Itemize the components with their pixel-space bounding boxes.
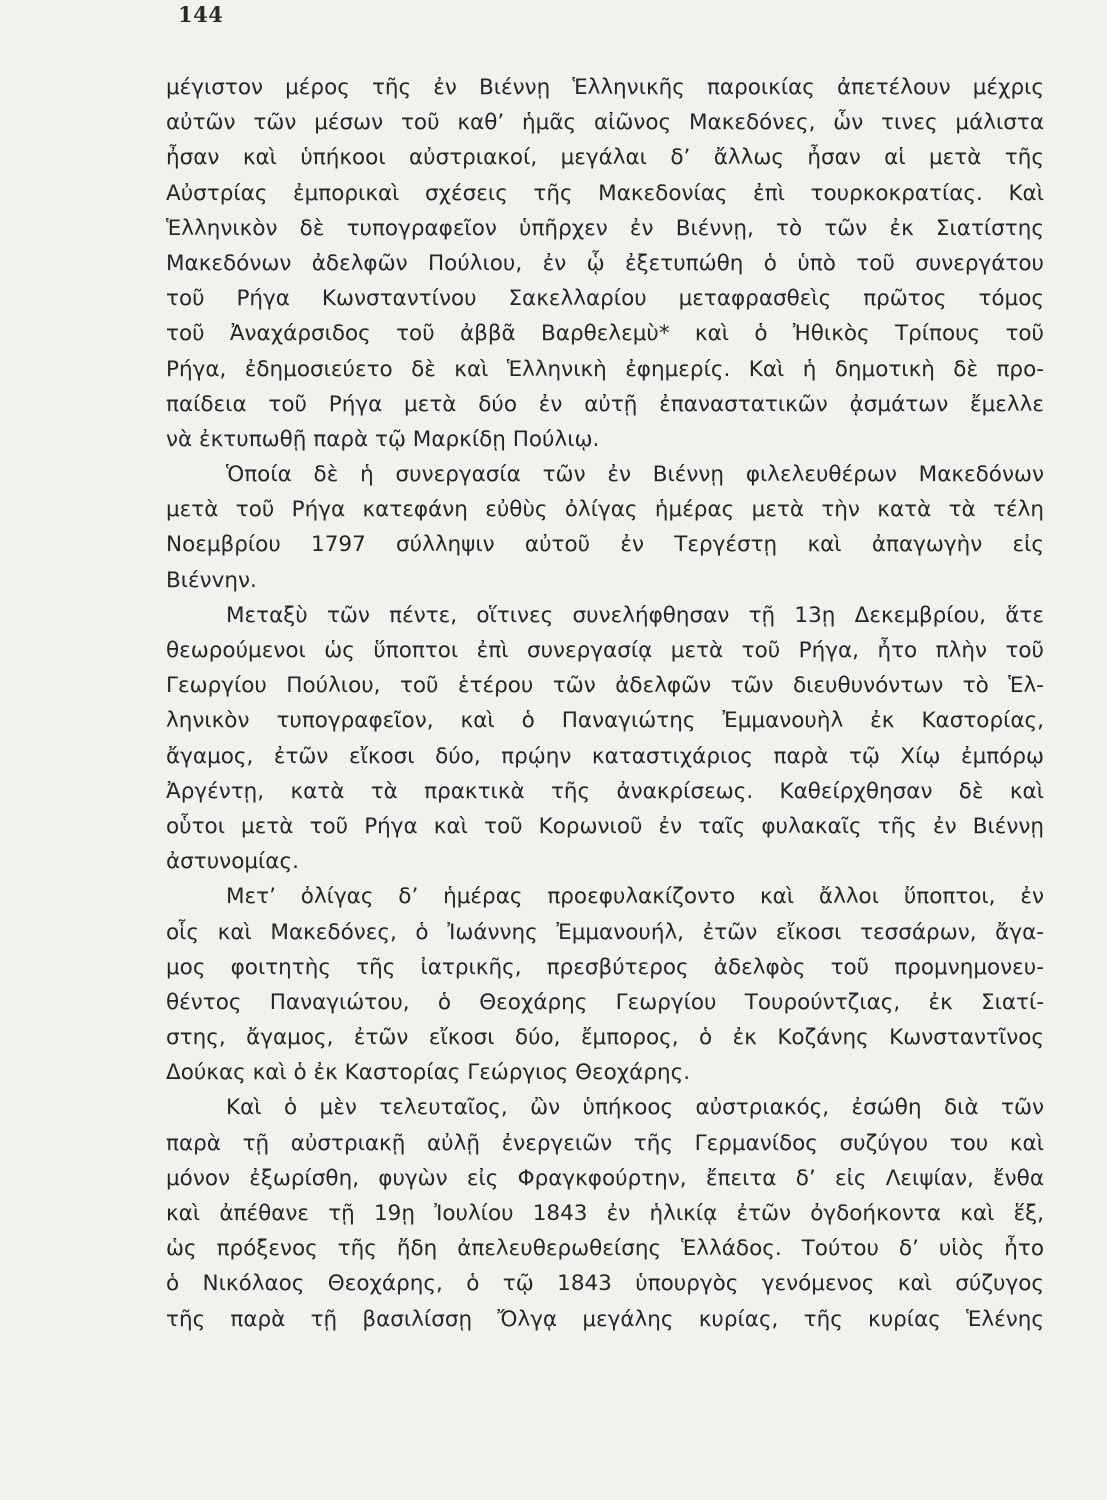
- text-line: μος φοιτητὴς τῆς ἰατρικῆς, πρεσβύτερος ἀδελφὸς τοῦ προμνημονευ-: [166, 954, 1044, 980]
- text-line: ἦσαν καὶ ὑπήκοοι αὐστριακοί, μεγάλαι δ’ ἄλλως ἦσαν αἱ μετὰ τῆς: [166, 145, 1044, 171]
- paragraph-5: [166, 1090, 1044, 1336]
- body-text: [166, 70, 1044, 1337]
- text-line: οἷς καὶ Μακεδόνες, ὁ Ἰωάννης Ἐμμανουήλ, ἐτῶν εἴκοσι τεσσάρων, ἄγα-: [166, 919, 1044, 945]
- page-number: 144: [178, 2, 224, 27]
- text-line: Ἀργέντῃ, κατὰ τὰ πρακτικὰ τῆς ἀνακρίσεως. Καθείρχθησαν δὲ καὶ: [166, 778, 1044, 804]
- text-line: οὗτοι μετὰ τοῦ Ρήγα καὶ τοῦ Κορωνιοῦ ἐν ταῖς φυλακαῖς τῆς ἐν Βιέννῃ: [166, 813, 1044, 839]
- text-line: παίδεια τοῦ Ρήγα μετὰ δύο ἐν αὐτῇ ἐπαναστατικῶν ᾀσμάτων ἔμελλε: [166, 391, 1044, 417]
- paragraph-1: [166, 70, 1044, 457]
- text-line: Καὶ ὁ μὲν τελευταῖος, ὢν ὑπήκοος αὐστριακός, ἐσώθη διὰ τῶν: [226, 1095, 1044, 1121]
- text-line: ἀστυνομίας.: [166, 849, 299, 875]
- text-line: μόνον ἐξωρίσθη, φυγὼν εἰς Φραγκφούρτην, ἔπειτα δ’ εἰς Λειψίαν, ἔνθα: [166, 1165, 1044, 1191]
- text-line: ληνικὸν τυπογραφεῖον, καὶ ὁ Παναγιώτης Ἐμμανουὴλ ἐκ Καστορίας,: [166, 708, 1044, 734]
- text-line: αὐτῶν τῶν μέσων τοῦ καθ’ ἡμᾶς αἰῶνος Μακεδόνες, ὧν τινες μάλιστα: [166, 110, 1044, 136]
- text-line: μέγιστον μέρος τῆς ἐν Βιέννῃ Ἑλληνικῆς παροικίας ἀπετέλουν μέχρις: [166, 75, 1044, 100]
- text-line: ἄγαμος, ἐτῶν εἴκοσι δύο, πρῴην καταστιχάριος παρὰ τῷ Χίῳ ἐμπόρῳ: [166, 743, 1044, 769]
- text-line: ὁ Νικόλαος Θεοχάρης, ὁ τῷ 1843 ὑπουργὸς γενόμενος καὶ σύζυγος: [166, 1271, 1044, 1297]
- text-line: Μετ’ ὀλίγας δ’ ἡμέρας προεφυλακίζοντο καὶ ἄλλοι ὕποπτοι, ἐν: [226, 884, 1044, 910]
- text-line: Βιένvην.: [166, 567, 257, 593]
- text-line: ὡς πρόξενος τῆς ἤδη ἀπελευθερωθείσης Ἑλλάδος. Τούτου δ’ υἱὸς ἦτο: [166, 1236, 1044, 1262]
- text-line: Αὐστρίας ἐμπορικαὶ σχέσεις τῆς Μακεδονίας ἐπὶ τουρκοκρατίας. Καὶ: [166, 180, 1044, 206]
- text-line: Μακεδόνων ἀδελφῶν Πούλιου, ἐν ᾧ ἐξετυπώθη ὁ ὑπὸ τοῦ συνεργάτου: [166, 250, 1044, 276]
- text-line: τοῦ Ἀναχάρσιδος τοῦ ἀββᾶ Βαρθελεμὺ* καὶ ὁ Ἠθικὸς Τρίπους τοῦ: [166, 321, 1044, 347]
- text-line: τῆς παρὰ τῇ βασιλίσσῃ Ὄλγᾳ μεγάλης κυρίας, τῆς κυρίας Ἑλένης: [166, 1306, 1044, 1332]
- text-line: Ρήγα, ἐδημοσιεύετο δὲ καὶ Ἑλληνικὴ ἐφημερίς. Καὶ ἡ δημοτικὴ δὲ προ-: [166, 356, 1044, 382]
- text-line: Νοεμβρίου 1797 σύλληψιν αὐτοῦ ἐν Τεργέστῃ καὶ ἀπαγωγὴν εἰς: [166, 532, 1044, 558]
- text-line: Ὁποία δὲ ἡ συνεργασία τῶν ἐν Βιέννῃ φιλελευθέρων Μακεδόνων: [226, 462, 1044, 488]
- text-line: Δούκας καὶ ὁ ἐκ Καστορίας Γεώργιος Θεοχάρης.: [166, 1060, 691, 1086]
- text-line: θεωρούμενοι ὡς ὕποπτοι ἐπὶ συνεργασίᾳ μετὰ τοῦ Ρήγα, ἦτο πλὴν τοῦ: [166, 638, 1044, 663]
- text-line: παρὰ τῇ αὐστριακῇ αὐλῇ ἐνεργειῶν τῆς Γερμανίδος συζύγου του καὶ: [166, 1130, 1044, 1156]
- text-line: στης, ἄγαμος, ἐτῶν εἴκοσι δύο, ἔμπορος, ὁ ἐκ Κοζάνης Κωνσταντῖνος: [166, 1025, 1044, 1051]
- text-line: νὰ ἐκτυπωθῇ παρὰ τῷ Μαρκίδῃ Πούλιῳ.: [166, 426, 600, 452]
- text-line: μετὰ τοῦ Ρήγα κατεφάνη εὐθὺς ὀλίγας ἡμέρας μετὰ τὴν κατὰ τὰ τέλη: [166, 497, 1044, 523]
- text-line: τοῦ Ρήγα Κωνσταντίνου Σακελλαρίου μεταφρασθεὶς πρῶτος τόμος: [166, 286, 1044, 312]
- text-line: Μεταξὺ τῶν πέντε, οἵτινες συνελήφθησαν τῇ 13ῃ Δεκεμβρίου, ἅτε: [226, 602, 1044, 628]
- text-line: καὶ ἀπέθανε τῇ 19ῃ Ἰουλίου 1843 ἐν ἡλικίᾳ ἐτῶν ὀγδοήκοντα καὶ ἕξ,: [166, 1201, 1044, 1226]
- text-line: Γεωργίου Πούλιου, τοῦ ἑτέρου τῶν ἀδελφῶν τῶν διευθυνόντων τὸ Ἑλ-: [166, 673, 1044, 699]
- paragraph-4: [166, 879, 1044, 1090]
- text-line: Ἑλληνικὸν δὲ τυπογραφεῖον ὑπῆρχεν ἐν Βιέννῃ, τὸ τῶν ἐκ Σιατίστης: [166, 215, 1044, 241]
- text-line: θέντος Παναγιώτου, ὁ Θεοχάρης Γεωργίου Τουρούντζιας, ἐκ Σιατί-: [166, 989, 1044, 1015]
- paragraph-2: [166, 457, 1044, 598]
- paragraph-3: [166, 598, 1044, 880]
